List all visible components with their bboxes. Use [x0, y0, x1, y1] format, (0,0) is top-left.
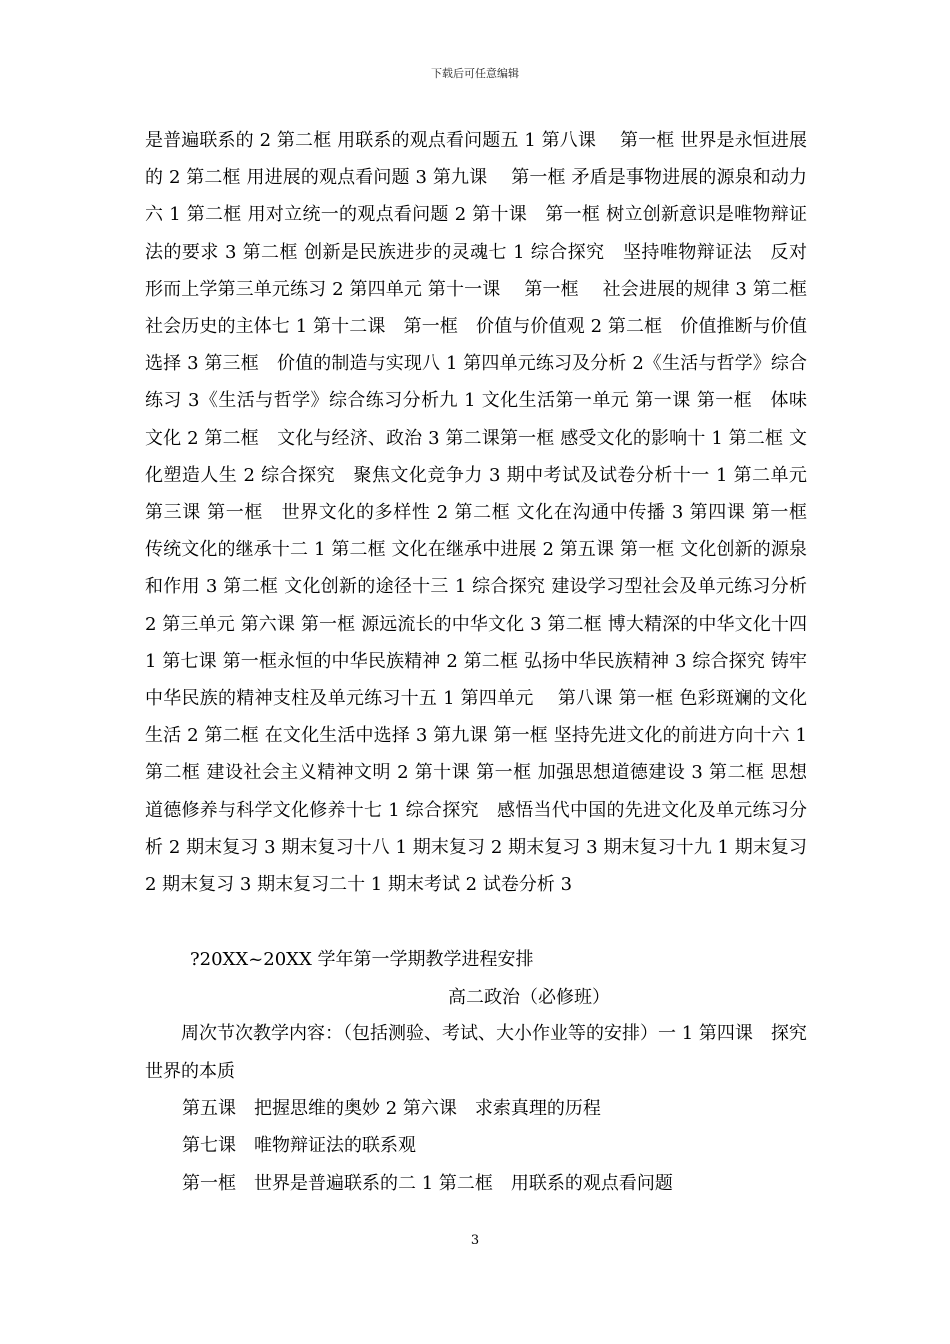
schedule-intro: 周次节次教学内容：（包括测验、考试、大小作业等的安排）一 1 第四课 探究世界的本质 — [145, 1023, 807, 1082]
schedule-line: 第七课 唯物辩证法的联系观 — [182, 1135, 416, 1156]
course-title: 高二政治（必修班） — [448, 987, 610, 1008]
schedule-line: 第一框 世界是普遍联系的二 1 第二框 用联系的观点看问题 — [182, 1173, 673, 1194]
body-paragraph: 是普遍联系的 2 第二框 用联系的观点看问题五 1 第八课 第一框 世界是永恒进展的 2 第二框 用进展的观点看问题 3 第九课 第一框 矛盾是事物进展的源泉和动力六 1 第二框 用对立统一的观点看问题 2 第十课 第一框 树立创新意识是唯物辩证法的要求 3 第二框 创新是民族进步的灵魂七 1 综合探究 坚持唯物辩证法 反对形而上学第三单元练习 2 第四单元 第十一课 第一框 社会进展的规律 3 第二框 社会历史的主体七 1 第十二课 第一框 价值与价值观 2 第二框 价值推断与价值选择 3 第三框 价值的制造与实现八 1 第四单元练习及分析 2《生活与哲学》综合练习 3《生活与哲学》综合练习分析九 1 文化生活第一单元 第一课 第一框 体味文化 2 第二框 文化与经济、政治 3 第二课第一框 感受文化的影响十 1 第二框 文化塑造人生 2 综合探究 聚焦文化竞争力 3 期中考试及试卷分析十一 1 第二单元 第三课 第一框 世界文化的多样性 2 第二框 文化在沟通中传播 3 第四课 第一框 传统文化的继承十二 1 第二框 文化在继承中进展 2 第五课 第一框 文化创新的源泉和作用 3 第二框 文化创新的途径十三 1 综合探究 建设学习型社会及单元练习分析 2 第三单元 第六课 第一框 源远流长的中华文化 3 第二框 博大精深的中华文化十四 1 第七课 第一框永恒的中华民族精神 2 第二框 弘扬中华民族精神 3 综合探究 铸牢中华民族的精神支柱及单元练习十五 1 第四单元 第八课 第一框 色彩斑斓的文化生活 2 第二框 在文化生活中选择 3 第九课 第一框 坚持先进文化的前进方向十六 1 第二框 建设社会主义精神文明 2 第十课 第一框 加强思想道德建设 3 第二框 思想道德修养与科学文化修养十七 1 综合探究 感悟当代中国的先进文化及单元练习分析 2 期末复习 3 期末复习十八 1 期末复习 2 期末复习 3 期末复习十九 1 期末复习 2 期末复习 3 期末复习二十 1 期末考试 2 试卷分析 3 — [145, 130, 831, 896]
schedule-title: ?20XX~20XX 学年第一学期教学进程安排 — [190, 949, 534, 970]
page-number: 3 — [470, 1233, 480, 1248]
body-text — [145, 122, 831, 903]
page-header: 下载后可任意编辑 — [431, 67, 519, 80]
schedule-line: 第五课 把握思维的奥妙 2 第六课 求索真理的历程 — [182, 1098, 601, 1119]
